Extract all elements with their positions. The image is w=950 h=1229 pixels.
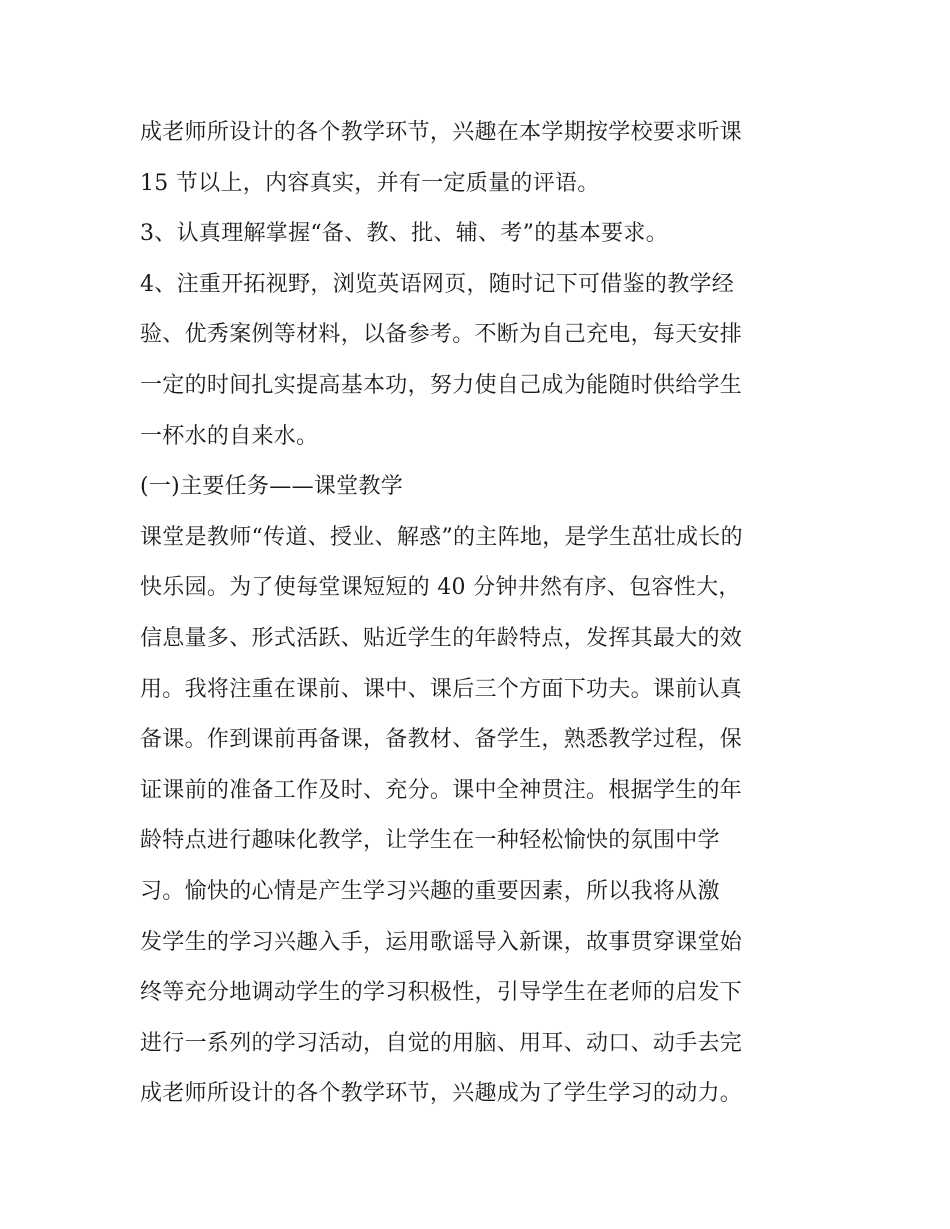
text-line: 证课前的准备工作及时、充分。课中全神贯注。根据学生的年 <box>140 777 743 803</box>
text-line: 终等充分地调动学生的学习积极性，引导学生在老师的启发下 <box>140 980 743 1006</box>
text-line: 习。愉快的心情是产生学习兴趣的重要因素，所以我将从激 <box>140 878 720 904</box>
text-line: 课堂是教师“传道、授业、解惑”的主阵地，是学生茁壮成长的 <box>140 524 743 550</box>
text-line: 3、认真理解掌握“备、教、批、辅、考”的基本要求。 <box>140 221 668 247</box>
text-line: 备课。作到课前再备课，备教材、备学生，熟悉教学过程，保 <box>140 727 743 753</box>
text-line: 发学生的学习兴趣入手，运用歌谣导入新课，故事贯穿课堂始 <box>140 929 743 955</box>
section-heading: (一)主要任务——课堂教学 <box>140 474 404 500</box>
text-line: 一定的时间扎实提高基本功，努力使自己成为能随时供给学生 <box>140 372 743 398</box>
text-line: 成老师所设计的各个教学环节，兴趣成为了学生学习的动力。 <box>140 1081 743 1107</box>
text-line: 龄特点进行趣味化教学，让学生在一种轻松愉快的氛围中学 <box>140 828 720 854</box>
body-text <box>140 108 820 1120</box>
text-line: 成老师所设计的各个教学环节，兴趣在本学期按学校要求听课 <box>140 120 743 145</box>
text-line: 进行一系列的学习活动，自觉的用脑、用耳、动口、动手去完 <box>140 1030 743 1056</box>
text-line: 4、注重开拓视野，浏览英语网页，随时记下可借鉴的教学经 <box>140 271 735 297</box>
text-line: 快乐园。为了使每堂课短短的 40 分钟井然有序、包容性大， <box>140 575 741 601</box>
text-line: 15 节以上，内容真实，并有一定质量的评语。 <box>140 170 600 196</box>
text-line: 一杯水的自来水。 <box>140 423 319 449</box>
text-line: 用。我将注重在课前、课中、课后三个方面下功夫。课前认真 <box>140 676 743 702</box>
text-line: 信息量多、形式活跃、贴近学生的年龄特点，发挥其最大的效 <box>140 625 743 651</box>
text-line: 验、优秀案例等材料，以备参考。不断为自己充电，每天安排 <box>140 322 743 348</box>
